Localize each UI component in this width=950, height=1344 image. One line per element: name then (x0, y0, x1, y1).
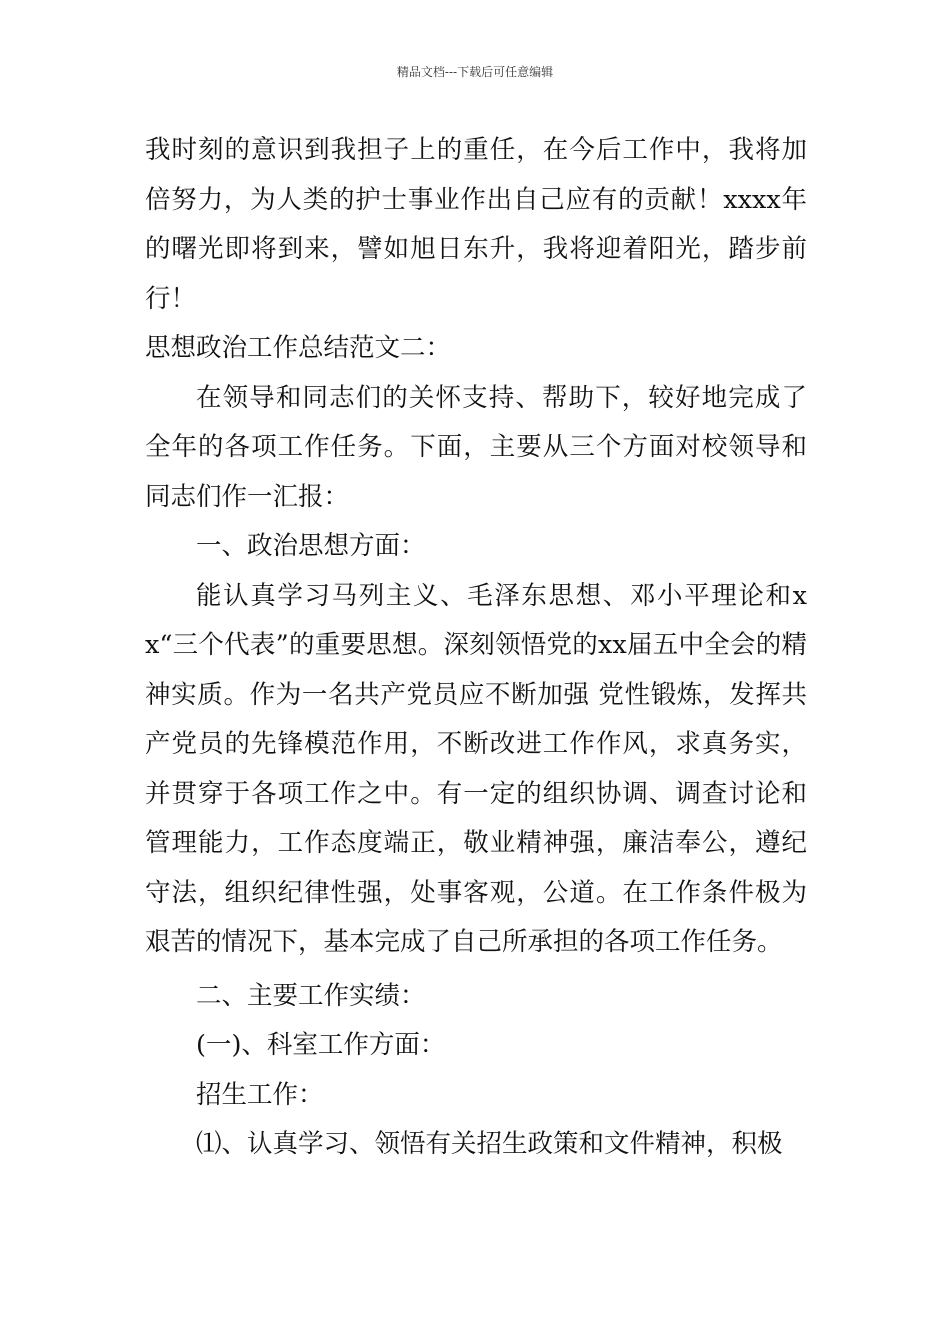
document-body (145, 126, 807, 1170)
heading-political-thought: 一、政治思想方面： (196, 531, 426, 561)
paragraph-closing: 我时刻的意识到我担子上的重任，在今后工作中，我将加倍努力，为人类的护士事业作出自己应有的贡献！xxxx年的曙光即将到来，譬如旭日东升，我将迎着阳光，踏步前行！ (145, 135, 807, 314)
page-header: 精品文档---下载后可任意编辑 (396, 65, 554, 79)
heading-main-achievements: 二、主要工作实绩： (196, 980, 426, 1011)
section-title: 思想政治工作总结范文二： (145, 333, 452, 363)
heading-enrollment-work: 招生工作： (196, 1079, 324, 1110)
paragraph-enrollment-item-1: ⑴、认真学习、领悟有关招生政策和文件精神，积极 (196, 1129, 783, 1159)
paragraph-political-thought: 能认真学习马列主义、毛泽东思想、邓小平理论和xx“三个代表”的重要思想。深刻领悟党的xx届五中全会的精神实质。作为一名共产党员应不断加强 党性锻炼，发挥共产党员的先锋模范作用，不断改进工作作风，求真务实，并贯穿于各项工作之中。有一定的组织协调、调查讨论和管理能力，工作态度端正，敬业精神强，廉洁奉公，遵纪守法，组织纪律性强，处事客观，公道。在工作条件极为艰苦的情况下，基本完成了自己所承担的各项工作任务。 (145, 580, 807, 957)
paragraph-intro: 在领导和同志们的关怀支持、帮助下，较好地完成了全年的各项工作任务。下面，主要从三个方面对校领导和同志们作一汇报： (145, 382, 807, 512)
heading-department-work: (一)、科室工作方面： (196, 1030, 446, 1060)
